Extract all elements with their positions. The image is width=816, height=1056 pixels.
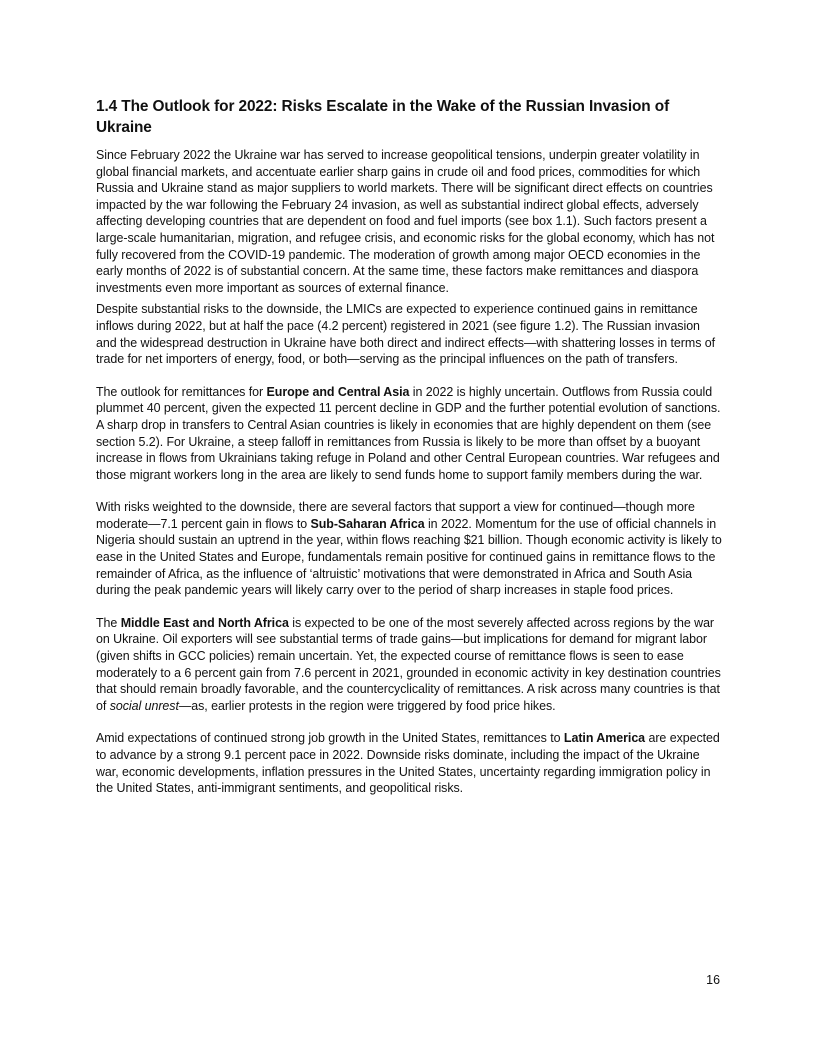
paragraph-europe-central-asia xyxy=(96,384,722,484)
paragraph-middle-east-north-africa xyxy=(96,615,722,715)
region-name-latin-america: Latin America xyxy=(563,731,646,746)
region-name-europe-central-asia: Europe and Central Asia xyxy=(266,384,410,399)
text-run: in 2022. Momentum for the use of official channels in Nigeria should sustain an uptrend in the year, within flows reaching $21 billion. Though economic activity is likely to ease in the United States and Europe, fundamentals remain positive for continued gains in remittance flows to the remainder of Africa, as the influence of ‘altruistic’ motivations that were demonstrated in Africa and South Asia during the peak pandemic years will likely carry over to the period of sharp increases in staple food prices. xyxy=(96,516,722,598)
text-run: Amid expectations of continued strong job growth in the United States, remittances to xyxy=(96,731,564,746)
text-run: The xyxy=(96,615,121,630)
text-run: in 2022 is highly uncertain. Outflows from Russia could plummet 40 percent, given the expected 11 percent decline in GDP and the further potential evolution of sanctions. A sharp drop in transfers to Central Asian countries is likely in economies that are highly dependent on them (see section 5.2). For Ukraine, a steep falloff in remittances from Russia is likely to be more than offset by a buoyant increase in flows from Ukrainians taking refuge in Poland and other Central European countries. War refugees and those migrant workers long in the area are likely to send funds home to support family members during the war. xyxy=(96,384,721,482)
region-name-sub-saharan-africa: Sub-Saharan Africa xyxy=(310,516,425,531)
text-run: With risks weighted to the downside, there are several factors that support a view for continued—though more moderate—7.1 percent gain in flows to xyxy=(96,500,695,531)
page-number: 16 xyxy=(706,973,720,987)
paragraph-latin-america xyxy=(96,730,722,796)
text-run: The outlook for remittances for xyxy=(96,384,267,399)
text-run: is expected to be one of the most severely affected across regions by the war on Ukraine. Oil exporters will see substantial terms of trade gains—but implications for demand for migrant labor (given shifts in GCC policies) remain uncertain. Yet, the expected course of remittance flows is seen to ease moderately to a 6 percent gain from 7.6 percent in 2021, grounded in economic activity in key destination countries that should remain broadly favorable, and the countercyclicality of remittances. A risk across many countries is that of xyxy=(96,615,721,713)
text-run: —as, earlier protests in the region were triggered by food price hikes. xyxy=(178,698,556,713)
region-name-middle-east-north-africa: Middle East and North Africa xyxy=(120,615,289,630)
text-run: are expected to advance by a strong 9.1 percent pace in 2022. Downside risks dominate, including the impact of the Ukraine war, economic developments, inflation pressures in the United States, uncertainty regarding immigration policy in the United States, anti-immigrant sentiments, and geopolitical risks. xyxy=(96,731,720,796)
paragraph-global-outlook: Since February 2022 the Ukraine war has served to increase geopolitical tensions, underpin greater volatility in global financial markets, and accentuate earlier sharp gains in crude oil and food prices, commodities for which Russia and Ukraine stand as major suppliers to world markets. There will be significant direct effects on countries impacted by the war following the February 24 invasion, as well as substantial indirect global effects, adversely affecting developing countries that are dependent on food and fuel imports (see box 1.1). Such factors present a large-scale humanitarian, migration, and refugee crisis, and economic risks for the global economy, which has not fully recovered from the COVID-19 pandemic. The moderation of growth among major OECD economies in the early months of 2022 is of substantial concern. At the same time, these factors make remittances and diaspora investments even more important as sources of external finance. xyxy=(96,148,715,295)
emphasis-social-unrest: social unrest xyxy=(109,698,179,713)
paragraph-lmic-outlook: Despite substantial risks to the downside, the LMICs are expected to experience continued gains in remittance inflows during 2022, but at half the pace (4.2 percent) registered in 2021 (see figure 1.2). The Russian invasion and the widespread destruction in Ukraine have both direct and indirect effects—with shattering losses in terms of trade for net importers of energy, food, or both—serving as the principal influences on the path of transfers. xyxy=(96,302,716,367)
paragraph-sub-saharan-africa xyxy=(96,499,722,599)
page-body xyxy=(96,96,722,797)
section-heading: 1.4 The Outlook for 2022: Risks Escalate in the Wake of the Russian Invasion of Ukraine xyxy=(96,98,670,136)
